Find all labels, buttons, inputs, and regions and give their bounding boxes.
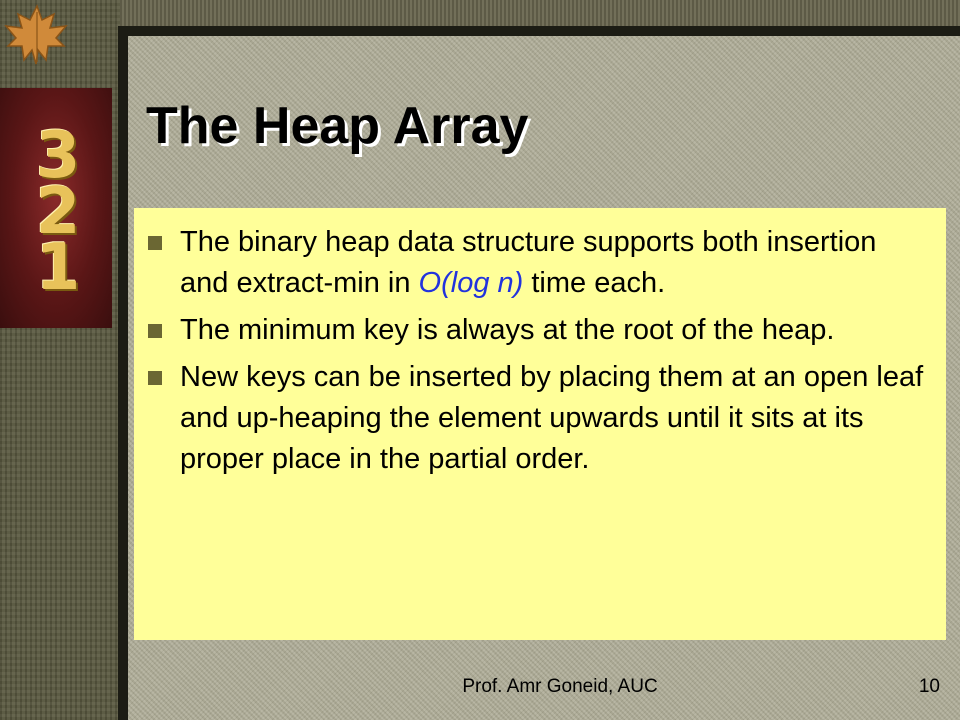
decor-number-2: 2 bbox=[35, 175, 81, 249]
top-decor-strip bbox=[0, 0, 960, 28]
maple-leaf-icon bbox=[2, 2, 72, 66]
bullet-square-icon bbox=[148, 236, 162, 250]
footer-author: Prof. Amr Goneid, AUC bbox=[462, 676, 658, 697]
decor-number-1: 1 bbox=[35, 231, 81, 305]
complexity-highlight: O(log n) bbox=[418, 267, 524, 299]
bullet-item bbox=[134, 222, 946, 304]
bullet-item bbox=[134, 357, 946, 480]
bullet-text: New keys can be inserted by placing them at an open leaf and up-heaping the element upwards until it sits at its proper place in the partial order. bbox=[180, 361, 924, 475]
decor-number-3: 3 bbox=[35, 119, 81, 193]
bullet-text-end: time each. bbox=[523, 267, 666, 299]
frame-line-horizontal bbox=[118, 26, 960, 36]
bullet-text: The minimum key is always at the root of the heap. bbox=[180, 314, 835, 346]
content-box bbox=[134, 208, 946, 640]
numbers-decoration bbox=[0, 88, 112, 328]
bullet-square-icon bbox=[148, 324, 162, 338]
page-number: 10 bbox=[918, 676, 940, 697]
bullet-list bbox=[134, 208, 946, 480]
frame-line-vertical bbox=[118, 28, 128, 720]
bullet-item bbox=[134, 310, 946, 351]
slide-title: The Heap Array bbox=[146, 97, 529, 155]
bullet-text: The binary heap data structure supports both insertion and extract-min in bbox=[180, 226, 877, 299]
bullet-square-icon bbox=[148, 371, 162, 385]
